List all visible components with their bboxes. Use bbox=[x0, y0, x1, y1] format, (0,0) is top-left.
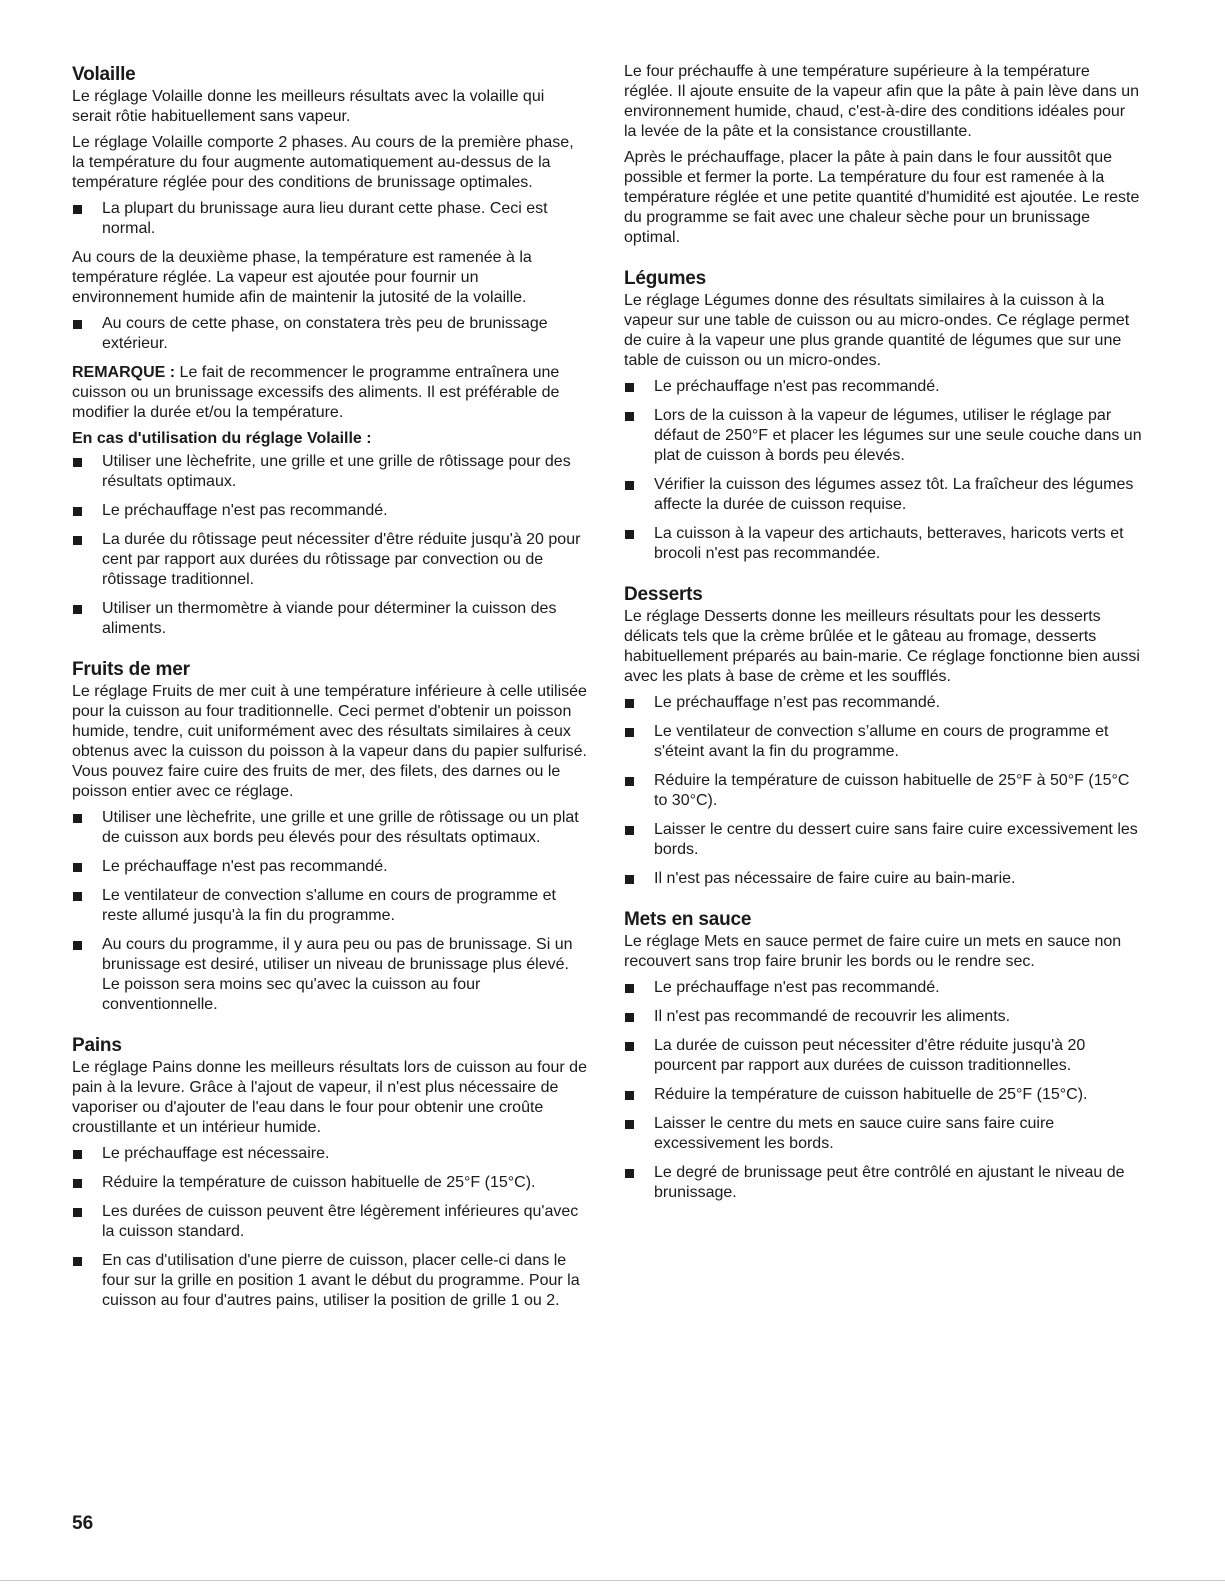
volaille-intro: Le réglage Volaille donne les meilleurs résultats avec la volaille qui serait rôtie habituellement sans vapeur. bbox=[72, 88, 545, 125]
list-item: Il n'est pas recommandé de recouvrir les aliments. bbox=[624, 1007, 1142, 1027]
right-column bbox=[624, 62, 1142, 1221]
volaille-usage-list bbox=[72, 452, 587, 639]
section-title-fruits-de-mer: Fruits de mer bbox=[72, 659, 190, 680]
list-item: La durée du rôtissage peut nécessiter d'être réduite jusqu'à 20 pour cent par rapport aux durées du rôtissage par convection ou de rôtissage traditionnel. bbox=[72, 530, 587, 590]
pains-preheat-text: Le four préchauffe à une température supérieure à la température réglée. Il ajoute ensuite de la vapeur afin que la pâte à pain lève dans un environnement humide, chaud, c'est-à-dire des conditions idéales pour la levée de la pâte et la consistance croustillante. bbox=[624, 63, 1140, 140]
list-item: Le ventilateur de convection s'allume en cours de programme et reste allumé jusqu'à la fin du programme. bbox=[72, 886, 587, 926]
remarque-label: REMARQUE : bbox=[72, 364, 176, 381]
bottom-divider bbox=[0, 1580, 1225, 1581]
list-item: Utiliser un thermomètre à viande pour déterminer la cuisson des aliments. bbox=[72, 599, 587, 639]
section-title-legumes: Légumes bbox=[624, 268, 707, 289]
pains-intro: Le réglage Pains donne les meilleurs résultats lors de cuisson au four de pain à la levure. Grâce à l'ajout de vapeur, il n'est plus nécessaire de vaporiser ou d'ajouter de l'eau dans le four pour obtenir une croûte croustillante et un intérieur humide. bbox=[72, 1059, 587, 1136]
pains-list bbox=[72, 1144, 587, 1311]
list-item: En cas d'utilisation d'une pierre de cuisson, placer celle-ci dans le four sur la grille en position 1 avant le début du programme. Pour la cuisson au four d'autres pains, utiliser la position de grille 1 ou 2. bbox=[72, 1251, 587, 1311]
list-item: La cuisson à la vapeur des artichauts, betteraves, haricots verts et brocoli n'est pas recommandée. bbox=[624, 524, 1142, 564]
list-item: Le préchauffage n'est pas recommandé. bbox=[72, 501, 587, 521]
list-item: La plupart du brunissage aura lieu durant cette phase. Ceci est normal. bbox=[72, 199, 587, 239]
list-item: Le degré de brunissage peut être contrôlé en ajustant le niveau de brunissage. bbox=[624, 1163, 1142, 1203]
list-item: Vérifier la cuisson des légumes assez tôt. La fraîcheur des légumes affecte la durée de cuisson requise. bbox=[624, 475, 1142, 515]
list-item: Au cours de cette phase, on constatera très peu de brunissage extérieur. bbox=[72, 314, 587, 354]
section-pains bbox=[72, 1033, 587, 1311]
legumes-list bbox=[624, 377, 1142, 564]
section-desserts bbox=[624, 582, 1142, 889]
volaille-phase-two: Au cours de la deuxième phase, la température est ramenée à la température réglée. La vapeur est ajoutée pour fournir un environnement humide afin de maintenir la jutosité de la volaille. bbox=[72, 249, 532, 306]
list-item: Le ventilateur de convection s’allume en cours de programme et s'éteint avant la fin du programme. bbox=[624, 722, 1142, 762]
section-legumes bbox=[624, 266, 1142, 564]
page-number: 56 bbox=[72, 1513, 94, 1534]
list-item: Le préchauffage n'est pas recommandé. bbox=[624, 978, 1142, 998]
list-item: Le préchauffage n'est pas recommandé. bbox=[72, 857, 587, 877]
list-item: Utiliser une lèchefrite, une grille et une grille de rôtissage pour des résultats optimaux. bbox=[72, 452, 587, 492]
desserts-intro: Le réglage Desserts donne les meilleurs résultats pour les desserts délicats tels que la crème brûlée et le gâteau au fromage, desserts habituellement préparés au bain-marie. Ce réglage fonctionne bien aussi avec les plats à base de crème et les soufflés. bbox=[624, 608, 1140, 685]
legumes-intro: Le réglage Légumes donne des résultats similaires à la cuisson à la vapeur sur une table de cuisson ou au micro-ondes. Ce réglage permet de cuire à la vapeur une plus grande quantité de légumes que sur une table de cuisson ou un micro-ondes. bbox=[624, 292, 1130, 369]
list-item: Au cours du programme, il y aura peu ou pas de brunissage. Si un brunissage est desiré, utiliser un niveau de brunissage plus élevé. Le poisson sera moins sec qu'avec la cuisson au four conventionnelle. bbox=[72, 935, 587, 1015]
volaille-subheading: En cas d'utilisation du réglage Volaille : bbox=[72, 430, 372, 447]
list-item: Il n'est pas nécessaire de faire cuire au bain-marie. bbox=[624, 869, 1142, 889]
mets-en-sauce-intro: Le réglage Mets en sauce permet de faire cuire un mets en sauce non recouvert sans trop faire brunir les bords ou le rendre sec. bbox=[624, 933, 1122, 970]
section-title-volaille: Volaille bbox=[72, 64, 136, 85]
list-item: Réduire la température de cuisson habituelle de 25°F (15°C). bbox=[72, 1173, 587, 1193]
section-title-pains: Pains bbox=[72, 1035, 122, 1056]
section-volaille bbox=[72, 62, 587, 639]
list-item: Laisser le centre du mets en sauce cuire sans faire cuire excessivement les bords. bbox=[624, 1114, 1142, 1154]
list-item: Les durées de cuisson peuvent être légèrement inférieures qu'avec la cuisson standard. bbox=[72, 1202, 587, 1242]
list-item: La durée de cuisson peut nécessiter d'être réduite jusqu'à 20 pourcent par rapport aux durées de cuisson traditionnelles. bbox=[624, 1036, 1142, 1076]
list-item: Le préchauffage n’est pas recommandé. bbox=[624, 693, 1142, 713]
volaille-phase-one-list bbox=[72, 199, 587, 239]
remarque-text: Le fait de recommencer le programme entraînera une cuisson ou un brunissage excessifs des aliments. Il est préférable de modifier la durée et/ou la température. bbox=[72, 364, 560, 421]
list-item: Réduire la température de cuisson habituelle de 25°F à 50°F (15°C to 30°C). bbox=[624, 771, 1142, 811]
list-item: Réduire la température de cuisson habituelle de 25°F (15°C). bbox=[624, 1085, 1142, 1105]
list-item: Laisser le centre du dessert cuire sans faire cuire excessivement les bords. bbox=[624, 820, 1142, 860]
section-fruits-de-mer bbox=[72, 657, 587, 1015]
list-item: Utiliser une lèchefrite, une grille et une grille de rôtissage ou un plat de cuisson aux bords peu élevés pour des résultats optimaux. bbox=[72, 808, 587, 848]
left-column bbox=[72, 62, 587, 1329]
section-pains-continued bbox=[624, 62, 1142, 248]
fruits-de-mer-intro: Le réglage Fruits de mer cuit à une température inférieure à celle utilisée pour la cuisson au four traditionnelle. Ceci permet d'obtenir un poisson humide, tendre, cuit uniformément avec des résultats similaires à ceux obtenus avec la cuisson du poisson à la vapeur dans du papier sulfurisé. Vous pouvez faire cuire des fruits de mer, des filets, des darnes ou le poisson entier avec ce réglage. bbox=[72, 683, 587, 800]
volaille-remarque bbox=[72, 363, 587, 423]
section-title-mets-en-sauce: Mets en sauce bbox=[624, 909, 752, 930]
list-item: Le préchauffage est nécessaire. bbox=[72, 1144, 587, 1164]
volaille-phase-one: Le réglage Volaille comporte 2 phases. Au cours de la première phase, la température du four augmente automatiquement au-dessus de la température réglée pour des conditions de brunissage optimales. bbox=[72, 134, 574, 191]
mets-en-sauce-list bbox=[624, 978, 1142, 1203]
section-title-desserts: Desserts bbox=[624, 584, 703, 605]
fruits-de-mer-list bbox=[72, 808, 587, 1015]
desserts-list bbox=[624, 693, 1142, 889]
pains-after-preheat-text: Après le préchauffage, placer la pâte à pain dans le four aussitôt que possible et fermer la porte. La température du four est ramenée à la température réglée et une petite quantité d'humidité est ajoutée. Le reste du programme se fait avec une chaleur sèche pour un brunissage optimal. bbox=[624, 149, 1140, 246]
section-mets-en-sauce bbox=[624, 907, 1142, 1203]
list-item: Le préchauffage n'est pas recommandé. bbox=[624, 377, 1142, 397]
volaille-phase-two-list bbox=[72, 314, 587, 354]
list-item: Lors de la cuisson à la vapeur de légumes, utiliser le réglage par défaut de 250°F et placer les légumes sur une seule couche dans un plat de cuisson à bords peu élevés. bbox=[624, 406, 1142, 466]
